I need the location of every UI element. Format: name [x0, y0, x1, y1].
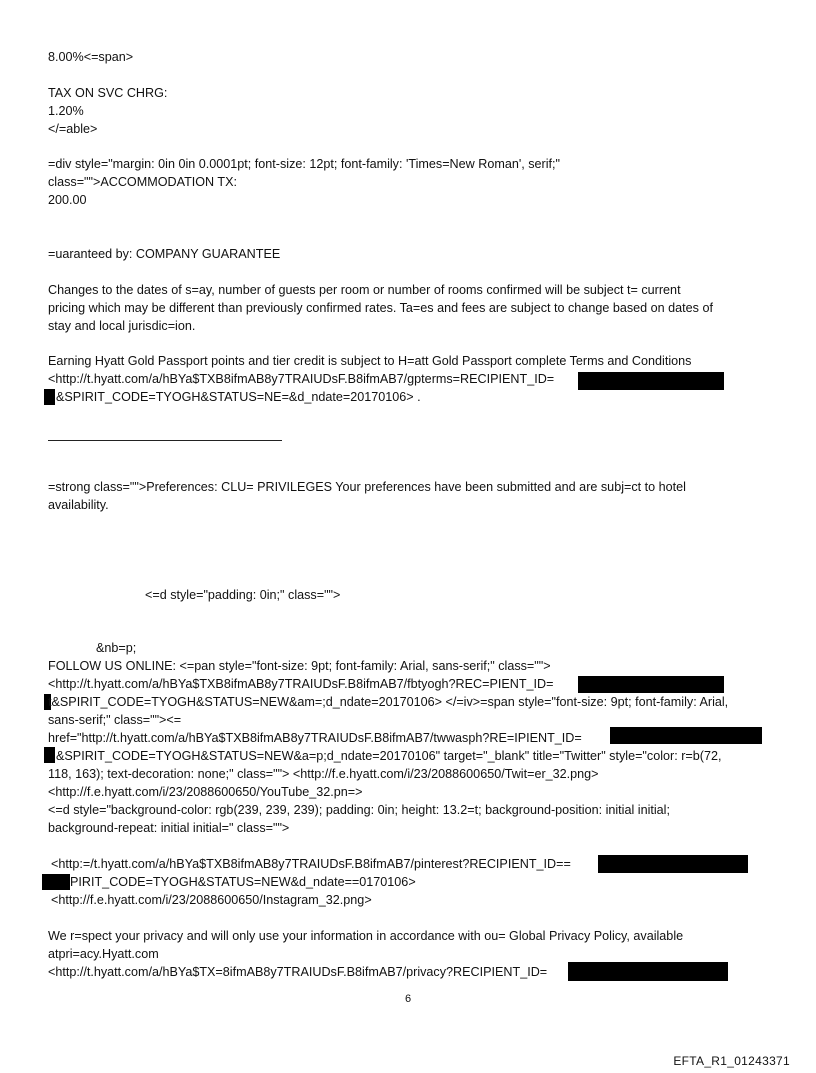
text-line: =uaranteed by: COMPANY GUARANTEE: [48, 247, 281, 261]
text-line: atpri=acy.Hyatt.com: [48, 947, 159, 961]
text-line: href="http://t.hyatt.com/a/hBYa$TXB8ifmAB8y7TRAIUDsF.B8ifmAB7/twwasph?RE=IPIENT_ID=: [48, 731, 582, 745]
text-line: =strong class="">Preferences: CLU= PRIVILEGES Your preferences have been submitted and are subj=ct to hotel: [48, 480, 686, 494]
text-line: stay and local jurisdic=ion.: [48, 319, 196, 333]
text-line: Earning Hyatt Gold Passport points and tier credit is subject to H=att Gold Passport complete Terms and Conditions: [48, 354, 692, 368]
text-line: =div style="margin: 0in 0in 0.0001pt; font-size: 12pt; font-family: 'Times=New Roman', serif;": [48, 157, 561, 171]
text-line: 8.00%<=span>: [48, 50, 134, 64]
text-line: &SPIRIT_CODE=TYOGH&STATUS=NE=&d_ndate=20170106> .: [56, 390, 421, 404]
text-line: 200.00: [48, 193, 87, 207]
text-line: &nb=p;: [96, 641, 137, 655]
text-line: TAX ON SVC CHRG:: [48, 86, 168, 100]
text-line: background-repeat: initial initial=" class="">: [48, 821, 290, 835]
redaction-bar: [44, 389, 55, 405]
document-id: EFTA_R1_01243371: [673, 1054, 790, 1068]
text-line: sans-serif;" class=""><=: [48, 713, 182, 727]
text-line: <http://t.hyatt.com/a/hBYa$TXB8ifmAB8y7TRAIUDsF.B8ifmAB7/fbtyogh?REC=PIENT_ID=: [48, 677, 554, 691]
horizontal-rule: [48, 440, 282, 441]
redaction-bar: [598, 855, 748, 873]
text-line: 1.20%: [48, 104, 84, 118]
page-number: 6: [404, 993, 412, 1005]
redaction-bar: [42, 874, 70, 890]
text-line: <http:=/t.hyatt.com/a/hBYa$TXB8ifmAB8y7TRAIUDsF.B8ifmAB7/pinterest?RECIPIENT_ID==: [51, 857, 571, 871]
redaction-bar: [578, 372, 724, 390]
redaction-bar: [568, 962, 728, 981]
text-line: <http://f.e.hyatt.com/i/23/2088600650/YouTube_32.pn=>: [48, 785, 363, 799]
text-line: PIRIT_CODE=TYOGH&STATUS=NEW&d_ndate==0170106>: [70, 875, 416, 889]
text-line: Changes to the dates of s=ay, number of guests per room or number of rooms confirmed will be subject t= current: [48, 283, 681, 297]
text-line: 118, 163); text-decoration: none;" class=""> <http://f.e.hyatt.com/i/23/2088600650/Twit=er_32.png>: [48, 767, 599, 781]
text-line: <=d style="background-color: rgb(239, 239, 239); padding: 0in; height: 13.2=t; background-position: initial initial;: [48, 803, 670, 817]
text-line: pricing which may be different than previously confirmed rates. Ta=es and fees are subject to change based on dates of: [48, 301, 713, 315]
text-line: &SPIRIT_CODE=TYOGH&STATUS=NEW&a=p;d_ndate=20170106" target="_blank" title="Twitter" style="color: r=b(72,: [56, 749, 722, 763]
redaction-bar: [610, 727, 762, 744]
text-line: FOLLOW US ONLINE: <=pan style="font-size: 9pt; font-family: Arial, sans-serif;" class="">: [48, 659, 551, 673]
text-line: class="">ACCOMMODATION TX:: [48, 175, 238, 189]
text-line: <=d style="padding: 0in;" class="">: [145, 588, 341, 602]
text-line: </=able>: [48, 122, 98, 136]
text-line: <http://f.e.hyatt.com/i/23/2088600650/Instagram_32.png>: [51, 893, 372, 907]
text-line: <http://t.hyatt.com/a/hBYa$TXB8ifmAB8y7TRAIUDsF.B8ifmAB7/gpterms=RECIPIENT_ID=: [48, 372, 555, 386]
text-line: t&SPIRIT_CODE=TYOGH&STATUS=NEW&am=;d_ndate=20170106> </=iv>=span style="font-size: 9pt; font-family: Arial,: [48, 695, 729, 709]
redaction-bar: [578, 676, 724, 693]
text-line: availability.: [48, 498, 109, 512]
text-line: We r=spect your privacy and will only use your information in accordance with ou= Global Privacy Policy, available: [48, 929, 684, 943]
text-line: <http://t.hyatt.com/a/hBYa$TX=8ifmAB8y7TRAIUDsF.B8ifmAB7/privacy?RECIPIENT_ID=: [48, 965, 548, 979]
redaction-bar: [44, 747, 55, 763]
